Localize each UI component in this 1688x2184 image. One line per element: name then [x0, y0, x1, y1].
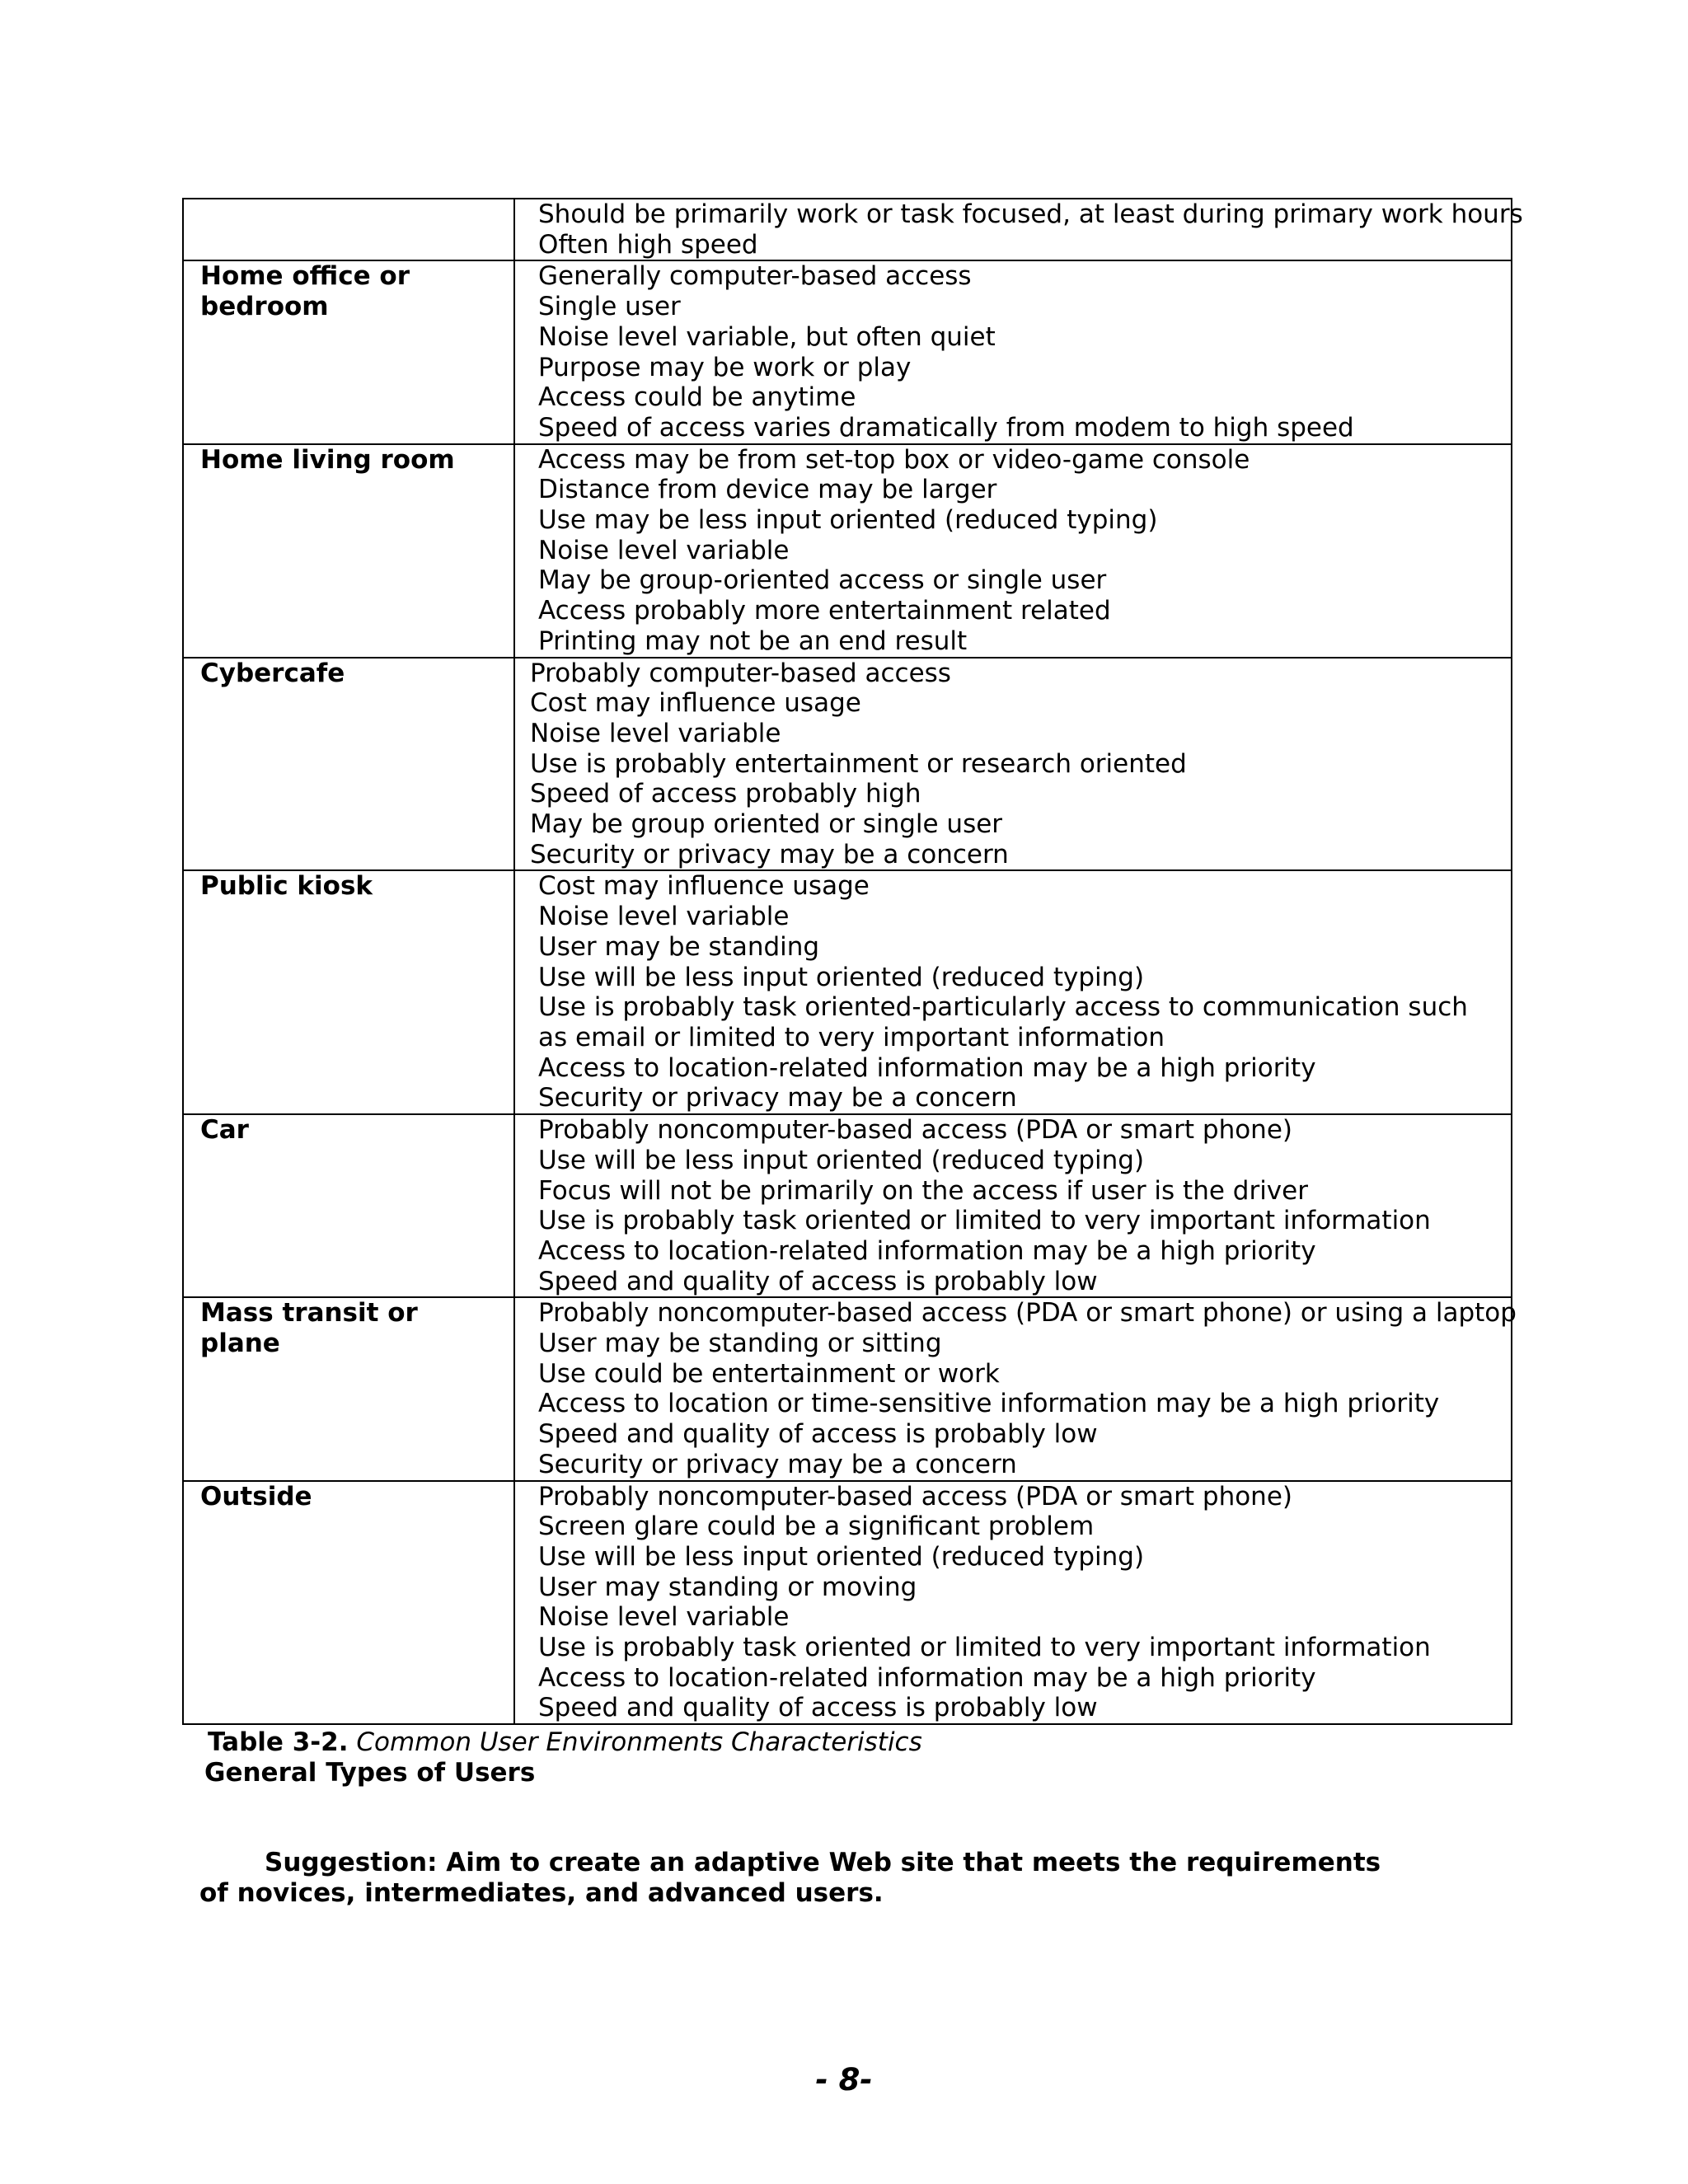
suggestion-paragraph: Suggestion: Aim to create an adaptive Web site that meets the requirements of novices, intermediates, and advanced users.: [199, 1848, 1381, 1908]
characteristic-item: Access may be from set-top box or video-game console: [538, 444, 1250, 475]
characteristic-item: Access to location-related information may be a high priority: [538, 1235, 1316, 1266]
characteristic-item: Purpose may be work or play: [538, 352, 912, 382]
environment-name: Cybercafe: [200, 658, 345, 688]
environment-name: Car: [200, 1115, 249, 1146]
characteristic-item: Probably noncomputer-based access (PDA or smart phone): [538, 1481, 1292, 1511]
characteristic-item: Speed and quality of access is probably low: [538, 1419, 1098, 1450]
environment-name: Outside: [200, 1481, 312, 1511]
characteristic-item: Access probably more entertainment related: [538, 596, 1111, 626]
characteristic-item: Use may be less input oriented (reduced typing): [538, 505, 1158, 536]
table-row: [183, 1297, 1512, 1480]
environments-table: [182, 198, 1523, 1725]
characteristic-item: Speed of access probably high: [530, 779, 921, 809]
characteristics-cell: [514, 1481, 1512, 1725]
characteristic-item: Cost may influence usage: [530, 688, 861, 719]
environment-cell: [183, 658, 514, 871]
characteristic-item: May be group-oriented access or single user: [538, 565, 1107, 596]
characteristic-item: Noise level variable: [538, 535, 790, 565]
table-row: [183, 658, 1512, 871]
characteristic-item: Focus will not be primarily on the access if user is the driver: [538, 1175, 1308, 1206]
section-subheading: General Types of Users: [204, 1758, 536, 1788]
environment-cell: [183, 199, 514, 260]
characteristic-item: Access to location-related information may be a high priority: [538, 1662, 1316, 1693]
characteristic-item: Speed and quality of access is probably low: [538, 1266, 1098, 1296]
characteristic-item: Use is probably task oriented-particularly access to communication such as email or limited to very important information: [538, 992, 1468, 1052]
environment-cell: [183, 1481, 514, 1725]
environment-cell: [183, 870, 514, 1114]
characteristic-item: Probably noncomputer-based access (PDA or smart phone): [538, 1115, 1292, 1146]
characteristic-item: Probably noncomputer-based access (PDA or smart phone) or using a laptop: [538, 1298, 1517, 1329]
characteristic-item: Use will be less input oriented (reduced typing): [538, 962, 1145, 992]
table-row: [183, 1481, 1512, 1725]
table-row: [183, 199, 1512, 260]
characteristic-item: Should be primarily work or task focused, at least during primary work hours: [538, 199, 1523, 229]
characteristic-item: Speed of access varies dramatically from modem to high speed: [538, 412, 1354, 443]
table-row: [183, 870, 1512, 1114]
characteristic-item: Noise level variable: [538, 902, 790, 932]
environments-table-body: [183, 199, 1523, 1724]
characteristics-cell: [514, 260, 1512, 443]
environment-name: Public kiosk: [200, 871, 373, 902]
characteristics-cell: [514, 870, 1512, 1114]
characteristic-item: Use will be less input oriented (reduced typing): [538, 1541, 1145, 1572]
table-row: [183, 444, 1512, 658]
characteristic-item: Use will be less input oriented (reduced typing): [538, 1145, 1145, 1175]
characteristic-item: Security or privacy may be a concern: [538, 1449, 1017, 1479]
environment-name: Home living room: [200, 444, 455, 475]
environment-cell: [183, 260, 514, 443]
characteristic-item: Printing may not be an end result: [538, 626, 968, 656]
characteristic-item: User may standing or moving: [538, 1572, 917, 1602]
characteristic-item: Use could be entertainment or work: [538, 1358, 1000, 1389]
characteristic-item: Probably computer-based access: [530, 658, 951, 688]
page-number: - 8-: [815, 2062, 873, 2097]
environment-cell: [183, 1114, 514, 1297]
characteristics-cell: [514, 658, 1512, 871]
characteristic-item: Cost may influence usage: [538, 871, 870, 902]
characteristic-item: Use is probably task oriented or limited to very important information: [538, 1206, 1431, 1236]
environment-cell: [183, 444, 514, 658]
environment-cell: [183, 1297, 514, 1480]
characteristic-item: User may be standing: [538, 931, 820, 962]
characteristics-cell: [514, 1297, 1517, 1480]
characteristic-item: User may be standing or sitting: [538, 1329, 942, 1359]
table-row: [183, 260, 1512, 443]
caption-text: Common User Environments Characteristics: [356, 1727, 922, 1757]
characteristic-item: Noise level variable, but often quiet: [538, 321, 996, 352]
characteristics-cell: [514, 199, 1523, 260]
characteristic-item: Noise level variable: [538, 1602, 790, 1633]
characteristic-item: Access to location-related information may be a high priority: [538, 1052, 1316, 1083]
characteristic-item: Use is probably entertainment or research oriented: [530, 748, 1187, 779]
characteristics-cell: [514, 1114, 1512, 1297]
characteristic-item: Single user: [538, 292, 681, 322]
environment-name: Home office or bedroom: [200, 261, 410, 322]
characteristic-item: Screen glare could be a significant problem: [538, 1511, 1095, 1542]
characteristic-item: Security or privacy may be a concern: [538, 1083, 1017, 1113]
table-row: [183, 1114, 1512, 1297]
characteristic-item: Security or privacy may be a concern: [530, 839, 1009, 869]
characteristic-item: Often high speed: [538, 229, 758, 260]
characteristic-item: Generally computer-based access: [538, 261, 972, 292]
characteristic-item: Use is probably task oriented or limited to very important information: [538, 1633, 1431, 1663]
caption-label: Table 3-2.: [208, 1727, 349, 1757]
characteristic-item: Access to location or time-sensitive information may be a high priority: [538, 1389, 1440, 1419]
characteristic-item: Speed and quality of access is probably low: [538, 1693, 1098, 1723]
characteristic-item: Distance from device may be larger: [538, 475, 997, 505]
characteristic-item: Noise level variable: [530, 718, 781, 748]
table-caption: [208, 1727, 922, 1758]
characteristic-item: May be group oriented or single user: [530, 809, 1003, 840]
characteristic-item: Access could be anytime: [538, 382, 856, 413]
environment-name: Mass transit or plane: [200, 1298, 418, 1359]
characteristics-cell: [514, 444, 1512, 658]
